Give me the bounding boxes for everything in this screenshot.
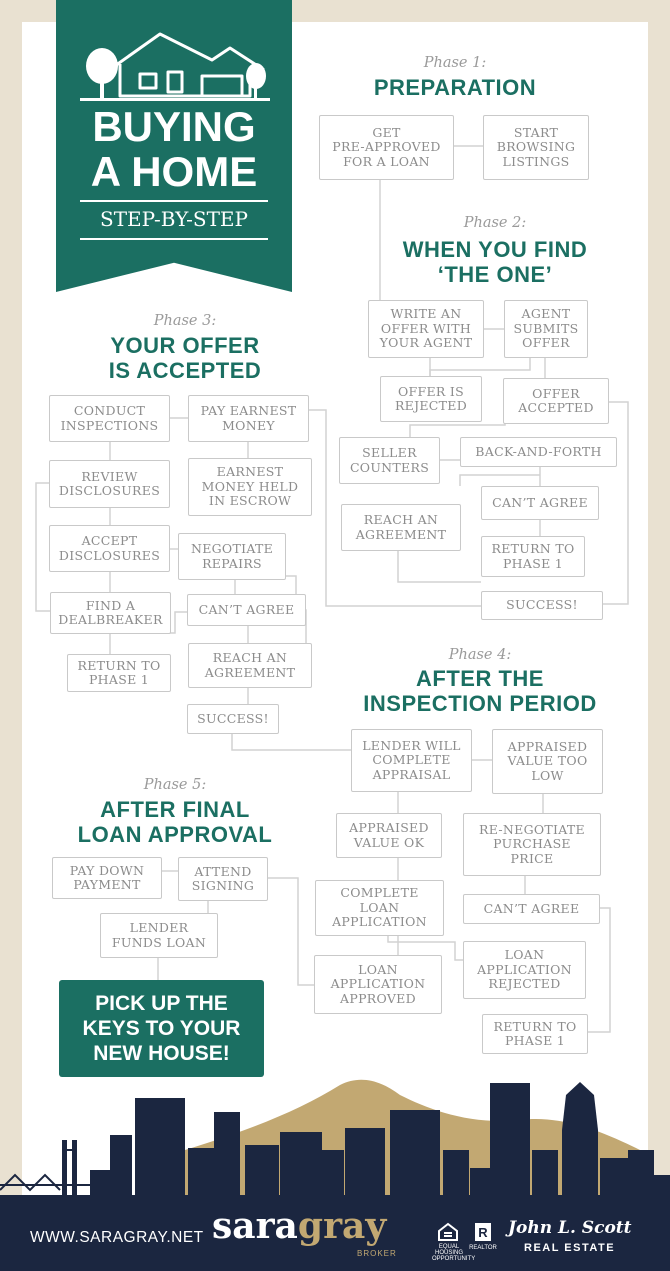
phase-3-label: Phase 3:: [153, 313, 217, 329]
phase-1-title: PREPARATION: [373, 75, 537, 100]
step-write-offer: WRITE AN OFFER WITH YOUR AGENT: [368, 300, 484, 358]
website-url[interactable]: WWW.SARAGRAY.NET: [30, 1229, 204, 1246]
house-icon: [80, 26, 270, 104]
phase-5-label: Phase 5:: [143, 777, 207, 793]
phase-4-title: AFTER THE INSPECTION PERIOD: [363, 666, 597, 716]
subtitle-divider: [80, 238, 268, 240]
step-return-to-phase-1: RETURN TO PHASE 1: [67, 654, 171, 692]
step-return-to-phase-1: RETURN TO PHASE 1: [481, 536, 585, 577]
step-success: SUCCESS!: [481, 591, 603, 620]
step-pay-earnest-money: PAY EARNEST MONEY: [188, 395, 309, 442]
step-seller-counters: SELLER COUNTERS: [339, 437, 440, 484]
step-reach-agreement: REACH AN AGREEMENT: [188, 643, 312, 688]
broker-label: BROKER: [357, 1249, 397, 1258]
realtor-text: REALTOR: [469, 1245, 497, 1251]
saragray-logo: [212, 1206, 386, 1246]
step-loan-rejected: LOAN APPLICATION REJECTED: [463, 941, 586, 999]
step-review-disclosures: REVIEW DISCLOSURES: [49, 460, 170, 508]
realtor-icon: [474, 1222, 492, 1242]
step-loan-approved: LOAN APPLICATION APPROVED: [314, 955, 442, 1014]
phase-2-title: WHEN YOU FIND ‘THE ONE’: [402, 237, 588, 287]
step-appraised-too-low: APPRAISED VALUE TOO LOW: [492, 729, 603, 794]
final-step-banner: PICK UP THE KEYS TO YOUR NEW HOUSE!: [59, 980, 264, 1077]
step-complete-loan-application: COMPLETE LOAN APPLICATION: [315, 880, 444, 936]
equal-housing-icon: [437, 1222, 459, 1242]
logo-part-gray: gray: [297, 1205, 387, 1247]
step-cant-agree: CAN’T AGREE: [481, 486, 599, 520]
phase-5-title: AFTER FINAL LOAN APPROVAL: [77, 797, 273, 847]
step-back-and-forth: BACK-AND-FORTH: [460, 437, 617, 467]
step-renegotiate-price: RE-NEGOTIATE PURCHASE PRICE: [463, 813, 601, 876]
title-divider: [80, 200, 268, 202]
step-offer-rejected: OFFER IS REJECTED: [380, 376, 482, 422]
step-appraised-ok: APPRAISED VALUE OK: [336, 813, 442, 858]
phase-2-label: Phase 2:: [463, 215, 527, 231]
phase-4-label: Phase 4:: [448, 647, 512, 663]
phase-1-label: Phase 1:: [423, 55, 487, 71]
phase-3-title: YOUR OFFER IS ACCEPTED: [108, 333, 262, 383]
step-agent-submits: AGENT SUBMITS OFFER: [504, 300, 588, 358]
step-negotiate-repairs: NEGOTIATE REPAIRS: [178, 533, 286, 580]
svg-text:R: R: [478, 1225, 488, 1240]
step-lender-appraisal: LENDER WILL COMPLETE APPRAISAL: [351, 729, 472, 792]
step-reach-agreement: REACH AN AGREEMENT: [341, 504, 461, 551]
step-return-to-phase-1: RETURN TO PHASE 1: [482, 1014, 588, 1054]
step-cant-agree: CAN’T AGREE: [463, 894, 600, 924]
infographic-title: BUYING A HOME: [90, 103, 258, 195]
infographic-subtitle: STEP-BY-STEP: [100, 207, 248, 231]
step-success: SUCCESS!: [187, 704, 279, 734]
step-earnest-money-escrow: EARNEST MONEY HELD IN ESCROW: [188, 458, 312, 516]
brokerage-name: John L. Scott: [508, 1218, 632, 1238]
step-find-dealbreaker: FIND A DEALBREAKER: [50, 592, 171, 634]
step-offer-accepted: OFFER ACCEPTED: [503, 378, 609, 424]
step-start-browsing: START BROWSING LISTINGS: [483, 115, 589, 180]
step-accept-disclosures: ACCEPT DISCLOSURES: [49, 525, 170, 572]
logo-part-sara: sara: [212, 1205, 298, 1247]
step-attend-signing: ATTEND SIGNING: [178, 857, 268, 901]
equal-housing-text: EQUAL HOUSING OPPORTUNITY: [432, 1244, 476, 1262]
brokerage-subtitle: REAL ESTATE: [524, 1242, 616, 1254]
step-cant-agree: CAN’T AGREE: [187, 594, 306, 626]
step-pay-down-payment: PAY DOWN PAYMENT: [52, 857, 162, 899]
step-lender-funds-loan: LENDER FUNDS LOAN: [100, 913, 218, 958]
step-conduct-inspections: CONDUCT INSPECTIONS: [49, 395, 170, 442]
step-get-preapproved: GET PRE-APPROVED FOR A LOAN: [319, 115, 454, 180]
